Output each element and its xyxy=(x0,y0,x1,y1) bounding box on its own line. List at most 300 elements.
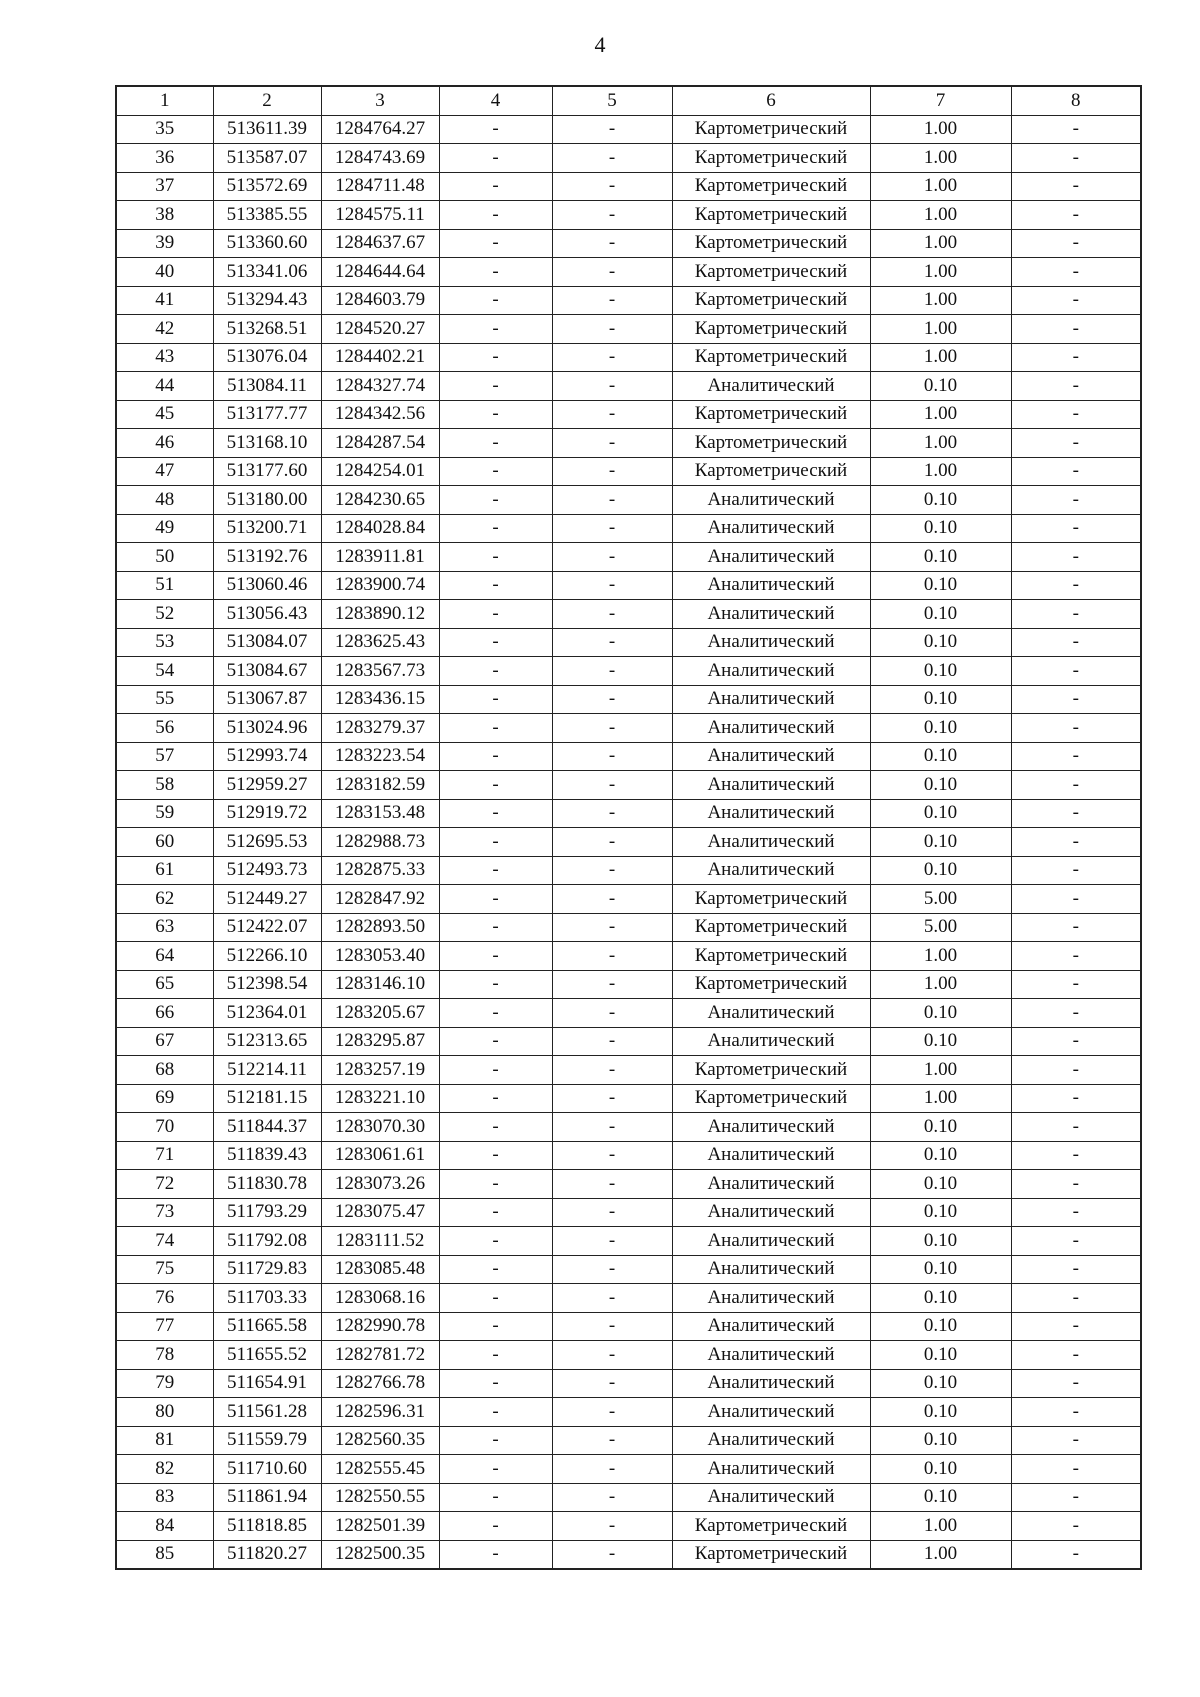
accuracy-cell: 1.00 xyxy=(870,1540,1011,1569)
x-coordinate-cell: 513192.76 xyxy=(213,543,321,572)
col8-cell: - xyxy=(1011,885,1141,914)
col4-cell: - xyxy=(439,628,552,657)
x-coordinate-cell: 513024.96 xyxy=(213,714,321,743)
col5-cell: - xyxy=(552,714,672,743)
col8-cell: - xyxy=(1011,286,1141,315)
x-coordinate-cell: 513200.71 xyxy=(213,514,321,543)
col8-cell: - xyxy=(1011,115,1141,144)
col5-cell: - xyxy=(552,429,672,458)
accuracy-cell: 0.10 xyxy=(870,742,1011,771)
method-cell: Аналитический xyxy=(672,1027,870,1056)
y-coordinate-cell: 1282875.33 xyxy=(321,856,439,885)
col8-cell: - xyxy=(1011,229,1141,258)
y-coordinate-cell: 1283890.12 xyxy=(321,600,439,629)
method-cell: Картометрический xyxy=(672,970,870,999)
col4-cell: - xyxy=(439,856,552,885)
accuracy-cell: 0.10 xyxy=(870,1284,1011,1313)
col4-cell: - xyxy=(439,1141,552,1170)
col5-cell: - xyxy=(552,1198,672,1227)
x-coordinate-cell: 512959.27 xyxy=(213,771,321,800)
table-row xyxy=(116,457,1141,486)
point-number-cell: 50 xyxy=(116,543,213,572)
column-header-2: 2 xyxy=(213,86,321,115)
table-row xyxy=(116,286,1141,315)
method-cell: Аналитический xyxy=(672,1455,870,1484)
accuracy-cell: 0.10 xyxy=(870,799,1011,828)
accuracy-cell: 0.10 xyxy=(870,571,1011,600)
y-coordinate-cell: 1282550.55 xyxy=(321,1483,439,1512)
table-row xyxy=(116,714,1141,743)
col8-cell: - xyxy=(1011,657,1141,686)
accuracy-cell: 0.10 xyxy=(870,828,1011,857)
y-coordinate-cell: 1283146.10 xyxy=(321,970,439,999)
col8-cell: - xyxy=(1011,799,1141,828)
accuracy-cell: 0.10 xyxy=(870,999,1011,1028)
accuracy-cell: 1.00 xyxy=(870,1084,1011,1113)
col5-cell: - xyxy=(552,1284,672,1313)
col5-cell: - xyxy=(552,942,672,971)
x-coordinate-cell: 513168.10 xyxy=(213,429,321,458)
col4-cell: - xyxy=(439,1426,552,1455)
method-cell: Аналитический xyxy=(672,1398,870,1427)
y-coordinate-cell: 1283625.43 xyxy=(321,628,439,657)
point-number-cell: 51 xyxy=(116,571,213,600)
method-cell: Картометрический xyxy=(672,315,870,344)
col5-cell: - xyxy=(552,1056,672,1085)
col5-cell: - xyxy=(552,1312,672,1341)
col5-cell: - xyxy=(552,1170,672,1199)
col5-cell: - xyxy=(552,1398,672,1427)
method-cell: Картометрический xyxy=(672,1056,870,1085)
table-row xyxy=(116,1398,1141,1427)
col5-cell: - xyxy=(552,457,672,486)
col5-cell: - xyxy=(552,400,672,429)
accuracy-cell: 1.00 xyxy=(870,286,1011,315)
col8-cell: - xyxy=(1011,1312,1141,1341)
col8-cell: - xyxy=(1011,1227,1141,1256)
col4-cell: - xyxy=(439,400,552,429)
method-cell: Аналитический xyxy=(672,1227,870,1256)
col4-cell: - xyxy=(439,1198,552,1227)
point-number-cell: 44 xyxy=(116,372,213,401)
table-row xyxy=(116,799,1141,828)
x-coordinate-cell: 513084.07 xyxy=(213,628,321,657)
table-row xyxy=(116,1341,1141,1370)
y-coordinate-cell: 1282500.35 xyxy=(321,1540,439,1569)
col5-cell: - xyxy=(552,229,672,258)
method-cell: Картометрический xyxy=(672,942,870,971)
table-row xyxy=(116,1483,1141,1512)
point-number-cell: 46 xyxy=(116,429,213,458)
method-cell: Картометрический xyxy=(672,1540,870,1569)
point-number-cell: 67 xyxy=(116,1027,213,1056)
table-row xyxy=(116,1056,1141,1085)
accuracy-cell: 0.10 xyxy=(870,685,1011,714)
col4-cell: - xyxy=(439,1341,552,1370)
x-coordinate-cell: 513067.87 xyxy=(213,685,321,714)
table-row xyxy=(116,1426,1141,1455)
col5-cell: - xyxy=(552,258,672,287)
accuracy-cell: 1.00 xyxy=(870,942,1011,971)
method-cell: Картометрический xyxy=(672,885,870,914)
point-number-cell: 83 xyxy=(116,1483,213,1512)
x-coordinate-cell: 511729.83 xyxy=(213,1255,321,1284)
table-row xyxy=(116,885,1141,914)
y-coordinate-cell: 1282847.92 xyxy=(321,885,439,914)
accuracy-cell: 1.00 xyxy=(870,1056,1011,1085)
point-number-cell: 64 xyxy=(116,942,213,971)
table-row xyxy=(116,856,1141,885)
x-coordinate-cell: 512364.01 xyxy=(213,999,321,1028)
x-coordinate-cell: 511655.52 xyxy=(213,1341,321,1370)
col8-cell: - xyxy=(1011,771,1141,800)
col4-cell: - xyxy=(439,999,552,1028)
accuracy-cell: 0.10 xyxy=(870,1170,1011,1199)
col8-cell: - xyxy=(1011,714,1141,743)
table-row xyxy=(116,970,1141,999)
col5-cell: - xyxy=(552,1113,672,1142)
y-coordinate-cell: 1282781.72 xyxy=(321,1341,439,1370)
method-cell: Аналитический xyxy=(672,1255,870,1284)
table-row xyxy=(116,742,1141,771)
col4-cell: - xyxy=(439,1540,552,1569)
point-number-cell: 72 xyxy=(116,1170,213,1199)
accuracy-cell: 0.10 xyxy=(870,657,1011,686)
x-coordinate-cell: 511793.29 xyxy=(213,1198,321,1227)
method-cell: Аналитический xyxy=(672,1369,870,1398)
accuracy-cell: 0.10 xyxy=(870,543,1011,572)
method-cell: Картометрический xyxy=(672,201,870,230)
col4-cell: - xyxy=(439,600,552,629)
method-cell: Картометрический xyxy=(672,400,870,429)
point-number-cell: 75 xyxy=(116,1255,213,1284)
x-coordinate-cell: 511844.37 xyxy=(213,1113,321,1142)
table-row xyxy=(116,543,1141,572)
x-coordinate-cell: 512449.27 xyxy=(213,885,321,914)
table-row xyxy=(116,1284,1141,1313)
col4-cell: - xyxy=(439,1084,552,1113)
table-row xyxy=(116,1170,1141,1199)
col8-cell: - xyxy=(1011,258,1141,287)
col5-cell: - xyxy=(552,514,672,543)
method-cell: Аналитический xyxy=(672,714,870,743)
y-coordinate-cell: 1283279.37 xyxy=(321,714,439,743)
col4-cell: - xyxy=(439,970,552,999)
y-coordinate-cell: 1284402.21 xyxy=(321,343,439,372)
table-row xyxy=(116,1540,1141,1569)
point-number-cell: 82 xyxy=(116,1455,213,1484)
table-row xyxy=(116,657,1141,686)
col8-cell: - xyxy=(1011,486,1141,515)
x-coordinate-cell: 513060.46 xyxy=(213,571,321,600)
point-number-cell: 35 xyxy=(116,115,213,144)
col8-cell: - xyxy=(1011,942,1141,971)
col5-cell: - xyxy=(552,286,672,315)
x-coordinate-cell: 513385.55 xyxy=(213,201,321,230)
x-coordinate-cell: 511710.60 xyxy=(213,1455,321,1484)
point-number-cell: 42 xyxy=(116,315,213,344)
method-cell: Картометрический xyxy=(672,1084,870,1113)
col8-cell: - xyxy=(1011,600,1141,629)
accuracy-cell: 0.10 xyxy=(870,600,1011,629)
table-row xyxy=(116,600,1141,629)
table-row xyxy=(116,315,1141,344)
col8-cell: - xyxy=(1011,1512,1141,1541)
col8-cell: - xyxy=(1011,1426,1141,1455)
accuracy-cell: 0.10 xyxy=(870,1341,1011,1370)
y-coordinate-cell: 1284254.01 xyxy=(321,457,439,486)
col4-cell: - xyxy=(439,144,552,173)
page-number: 4 xyxy=(594,32,606,57)
accuracy-cell: 0.10 xyxy=(870,1227,1011,1256)
col8-cell: - xyxy=(1011,1455,1141,1484)
col4-cell: - xyxy=(439,1312,552,1341)
col4-cell: - xyxy=(439,1113,552,1142)
y-coordinate-cell: 1284327.74 xyxy=(321,372,439,401)
method-cell: Картометрический xyxy=(672,144,870,173)
method-cell: Аналитический xyxy=(672,372,870,401)
column-header-7: 7 xyxy=(870,86,1011,115)
point-number-cell: 47 xyxy=(116,457,213,486)
col8-cell: - xyxy=(1011,1483,1141,1512)
accuracy-cell: 0.10 xyxy=(870,1483,1011,1512)
y-coordinate-cell: 1282766.78 xyxy=(321,1369,439,1398)
accuracy-cell: 0.10 xyxy=(870,372,1011,401)
x-coordinate-cell: 511665.58 xyxy=(213,1312,321,1341)
col8-cell: - xyxy=(1011,1198,1141,1227)
point-number-cell: 66 xyxy=(116,999,213,1028)
col5-cell: - xyxy=(552,543,672,572)
col8-cell: - xyxy=(1011,856,1141,885)
table-row xyxy=(116,685,1141,714)
table-row xyxy=(116,343,1141,372)
y-coordinate-cell: 1284711.48 xyxy=(321,172,439,201)
accuracy-cell: 0.10 xyxy=(870,1312,1011,1341)
x-coordinate-cell: 513572.69 xyxy=(213,172,321,201)
col8-cell: - xyxy=(1011,1113,1141,1142)
y-coordinate-cell: 1284644.64 xyxy=(321,258,439,287)
point-number-cell: 73 xyxy=(116,1198,213,1227)
accuracy-cell: 0.10 xyxy=(870,1141,1011,1170)
table-row xyxy=(116,144,1141,173)
table-row xyxy=(116,1113,1141,1142)
col4-cell: - xyxy=(439,1483,552,1512)
y-coordinate-cell: 1282596.31 xyxy=(321,1398,439,1427)
y-coordinate-cell: 1284575.11 xyxy=(321,201,439,230)
accuracy-cell: 0.10 xyxy=(870,1426,1011,1455)
col8-cell: - xyxy=(1011,685,1141,714)
point-number-cell: 61 xyxy=(116,856,213,885)
method-cell: Картометрический xyxy=(672,172,870,201)
table-row xyxy=(116,1198,1141,1227)
col5-cell: - xyxy=(552,1141,672,1170)
accuracy-cell: 0.10 xyxy=(870,486,1011,515)
y-coordinate-cell: 1283221.10 xyxy=(321,1084,439,1113)
accuracy-cell: 0.10 xyxy=(870,856,1011,885)
point-number-cell: 45 xyxy=(116,400,213,429)
method-cell: Картометрический xyxy=(672,429,870,458)
point-number-cell: 53 xyxy=(116,628,213,657)
col4-cell: - xyxy=(439,913,552,942)
y-coordinate-cell: 1283295.87 xyxy=(321,1027,439,1056)
method-cell: Аналитический xyxy=(672,1341,870,1370)
col8-cell: - xyxy=(1011,1255,1141,1284)
y-coordinate-cell: 1282990.78 xyxy=(321,1312,439,1341)
col5-cell: - xyxy=(552,486,672,515)
table-row xyxy=(116,571,1141,600)
method-cell: Аналитический xyxy=(672,657,870,686)
col4-cell: - xyxy=(439,115,552,144)
table-row xyxy=(116,628,1141,657)
table-row xyxy=(116,115,1141,144)
point-number-cell: 68 xyxy=(116,1056,213,1085)
method-cell: Картометрический xyxy=(672,913,870,942)
x-coordinate-cell: 512993.74 xyxy=(213,742,321,771)
col8-cell: - xyxy=(1011,315,1141,344)
x-coordinate-cell: 512266.10 xyxy=(213,942,321,971)
col4-cell: - xyxy=(439,1027,552,1056)
col4-cell: - xyxy=(439,286,552,315)
point-number-cell: 69 xyxy=(116,1084,213,1113)
col4-cell: - xyxy=(439,742,552,771)
point-number-cell: 85 xyxy=(116,1540,213,1569)
point-number-cell: 74 xyxy=(116,1227,213,1256)
col4-cell: - xyxy=(439,1227,552,1256)
coordinates-table xyxy=(115,85,1142,1570)
y-coordinate-cell: 1284028.84 xyxy=(321,514,439,543)
method-cell: Картометрический xyxy=(672,1512,870,1541)
col8-cell: - xyxy=(1011,457,1141,486)
col8-cell: - xyxy=(1011,543,1141,572)
y-coordinate-cell: 1284637.67 xyxy=(321,229,439,258)
col8-cell: - xyxy=(1011,1141,1141,1170)
x-coordinate-cell: 512493.73 xyxy=(213,856,321,885)
col5-cell: - xyxy=(552,1483,672,1512)
y-coordinate-cell: 1283085.48 xyxy=(321,1255,439,1284)
accuracy-cell: 1.00 xyxy=(870,144,1011,173)
x-coordinate-cell: 512313.65 xyxy=(213,1027,321,1056)
point-number-cell: 43 xyxy=(116,343,213,372)
table-row xyxy=(116,229,1141,258)
col5-cell: - xyxy=(552,657,672,686)
x-coordinate-cell: 512398.54 xyxy=(213,970,321,999)
y-coordinate-cell: 1282988.73 xyxy=(321,828,439,857)
accuracy-cell: 1.00 xyxy=(870,429,1011,458)
point-number-cell: 52 xyxy=(116,600,213,629)
x-coordinate-cell: 511818.85 xyxy=(213,1512,321,1541)
col5-cell: - xyxy=(552,343,672,372)
method-cell: Аналитический xyxy=(672,628,870,657)
accuracy-cell: 1.00 xyxy=(870,1512,1011,1541)
column-header-3: 3 xyxy=(321,86,439,115)
x-coordinate-cell: 513056.43 xyxy=(213,600,321,629)
table-row xyxy=(116,372,1141,401)
table-row xyxy=(116,1084,1141,1113)
col4-cell: - xyxy=(439,657,552,686)
col4-cell: - xyxy=(439,1284,552,1313)
x-coordinate-cell: 511654.91 xyxy=(213,1369,321,1398)
accuracy-cell: 5.00 xyxy=(870,913,1011,942)
col4-cell: - xyxy=(439,514,552,543)
x-coordinate-cell: 513587.07 xyxy=(213,144,321,173)
col5-cell: - xyxy=(552,1540,672,1569)
x-coordinate-cell: 511703.33 xyxy=(213,1284,321,1313)
col4-cell: - xyxy=(439,942,552,971)
x-coordinate-cell: 511792.08 xyxy=(213,1227,321,1256)
col4-cell: - xyxy=(439,229,552,258)
point-number-cell: 54 xyxy=(116,657,213,686)
col4-cell: - xyxy=(439,685,552,714)
col5-cell: - xyxy=(552,1084,672,1113)
table-row xyxy=(116,1455,1141,1484)
method-cell: Картометрический xyxy=(672,286,870,315)
x-coordinate-cell: 513177.60 xyxy=(213,457,321,486)
y-coordinate-cell: 1284520.27 xyxy=(321,315,439,344)
col5-cell: - xyxy=(552,1027,672,1056)
y-coordinate-cell: 1283182.59 xyxy=(321,771,439,800)
point-number-cell: 79 xyxy=(116,1369,213,1398)
col5-cell: - xyxy=(552,999,672,1028)
method-cell: Аналитический xyxy=(672,1426,870,1455)
point-number-cell: 84 xyxy=(116,1512,213,1541)
x-coordinate-cell: 511820.27 xyxy=(213,1540,321,1569)
point-number-cell: 60 xyxy=(116,828,213,857)
method-cell: Аналитический xyxy=(672,486,870,515)
method-cell: Аналитический xyxy=(672,600,870,629)
method-cell: Аналитический xyxy=(672,685,870,714)
y-coordinate-cell: 1282501.39 xyxy=(321,1512,439,1541)
col5-cell: - xyxy=(552,799,672,828)
point-number-cell: 40 xyxy=(116,258,213,287)
x-coordinate-cell: 511559.79 xyxy=(213,1426,321,1455)
col8-cell: - xyxy=(1011,1084,1141,1113)
col5-cell: - xyxy=(552,913,672,942)
accuracy-cell: 0.10 xyxy=(870,1198,1011,1227)
accuracy-cell: 1.00 xyxy=(870,172,1011,201)
col8-cell: - xyxy=(1011,429,1141,458)
accuracy-cell: 1.00 xyxy=(870,400,1011,429)
col5-cell: - xyxy=(552,885,672,914)
col8-cell: - xyxy=(1011,1284,1141,1313)
col8-cell: - xyxy=(1011,970,1141,999)
col4-cell: - xyxy=(439,885,552,914)
table-row xyxy=(116,201,1141,230)
y-coordinate-cell: 1283436.15 xyxy=(321,685,439,714)
col8-cell: - xyxy=(1011,1027,1141,1056)
col4-cell: - xyxy=(439,1255,552,1284)
col4-cell: - xyxy=(439,1369,552,1398)
accuracy-cell: 0.10 xyxy=(870,1027,1011,1056)
col5-cell: - xyxy=(552,144,672,173)
column-header-1: 1 xyxy=(116,86,213,115)
col4-cell: - xyxy=(439,1512,552,1541)
point-number-cell: 80 xyxy=(116,1398,213,1427)
col8-cell: - xyxy=(1011,628,1141,657)
point-number-cell: 71 xyxy=(116,1141,213,1170)
table-row xyxy=(116,999,1141,1028)
col8-cell: - xyxy=(1011,343,1141,372)
col5-cell: - xyxy=(552,1512,672,1541)
point-number-cell: 57 xyxy=(116,742,213,771)
method-cell: Картометрический xyxy=(672,343,870,372)
accuracy-cell: 1.00 xyxy=(870,315,1011,344)
col8-cell: - xyxy=(1011,172,1141,201)
method-cell: Аналитический xyxy=(672,543,870,572)
col4-cell: - xyxy=(439,315,552,344)
col4-cell: - xyxy=(439,172,552,201)
column-header-6: 6 xyxy=(672,86,870,115)
col5-cell: - xyxy=(552,315,672,344)
